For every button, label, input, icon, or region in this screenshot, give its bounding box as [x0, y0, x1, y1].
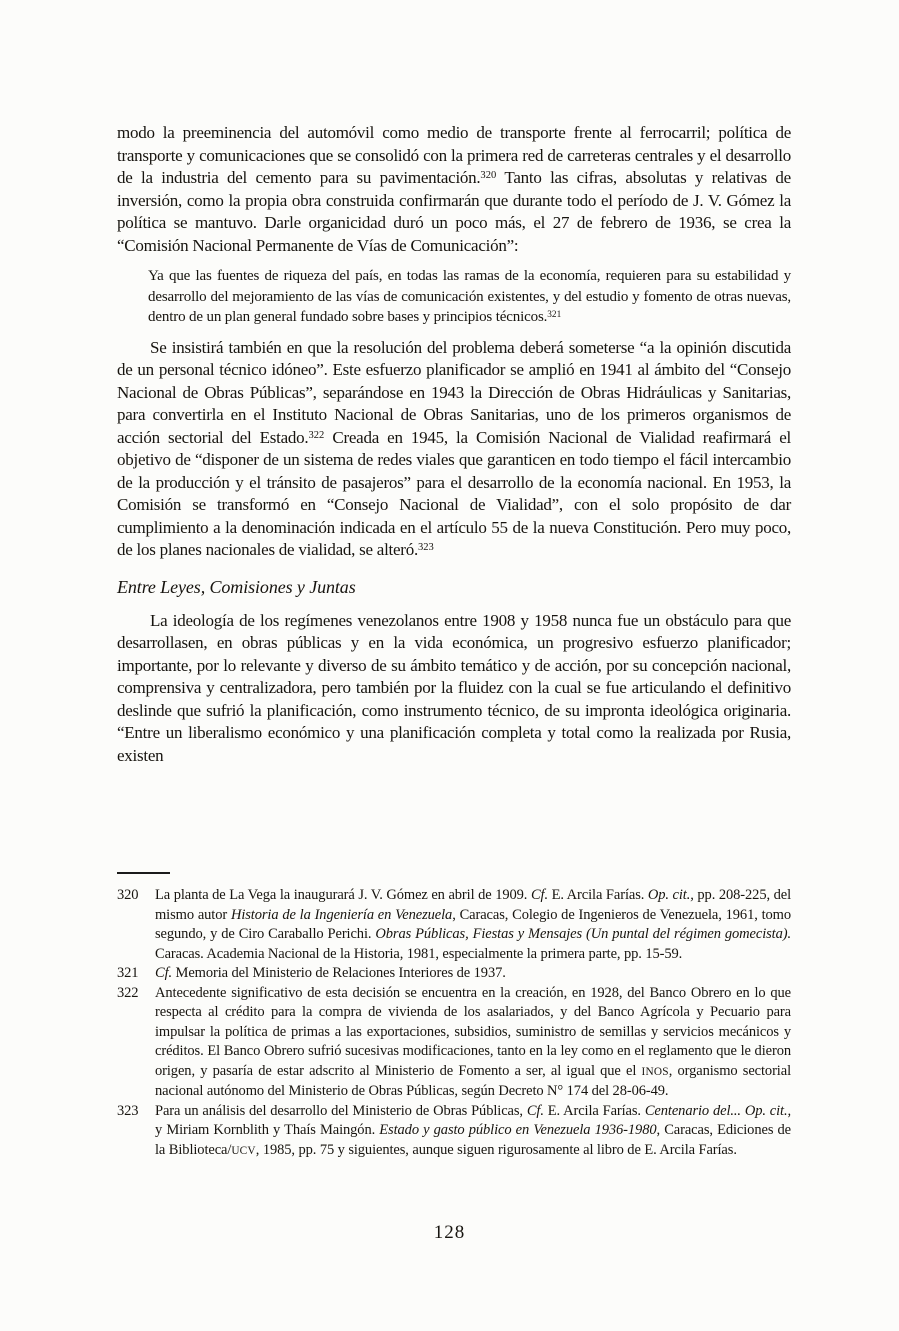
text-run: , 1985, pp. 75 y siguientes, aunque siguen rigurosamente al libro de E. Arcila Farías. — [255, 1141, 737, 1158]
italic-text: Estado y gasto público en Venezuela 1936-1980 — [379, 1122, 657, 1138]
smallcaps-text: UCV — [231, 1144, 256, 1157]
footnote-number: 321 — [117, 965, 139, 981]
footnote-text — [155, 886, 791, 964]
section-heading: Entre Leyes, Comisiones y Juntas — [117, 576, 356, 597]
blockquote-decree-text — [148, 266, 791, 328]
footnote-item — [117, 964, 791, 984]
footnote-number: 322 — [117, 984, 139, 1001]
footnote-item — [117, 984, 791, 1102]
footnote-ref: 322 — [308, 429, 325, 441]
footnote-list — [117, 886, 791, 1161]
footnote-number: 323 — [117, 1102, 139, 1119]
page-number: 128 — [433, 1222, 466, 1243]
text-run: Para un análisis del desarrollo del Ministerio de Obras Públicas, — [155, 1102, 527, 1119]
text-run: La planta de La Vega la inaugurará J. V. Gómez en abril de 1909. — [155, 887, 531, 903]
italic-text: Obras Públicas, Fiestas y Mensajes (Un puntal del régimen gomecista). — [375, 926, 791, 942]
text-run: y Miriam Kornblith y Thaís Maingón. — [155, 1122, 380, 1138]
footnote-text — [155, 1102, 791, 1162]
footnote-separator — [117, 872, 170, 874]
text-run: , Caracas, Colegio de Ingenieros de Venezuela, 1961, tomo segundo, y de Ciro Caraballo Perichi. — [155, 906, 792, 942]
text-run: Antecedente significativo de esta decisión se encuentra en la creación, en 1928, del Banco Obrero en lo que respecta al crédito para la compra de vivienda de los asalariados, y del Banco Agrícola y Pecuario para impulsar la política de primas a las exportaciones, subsidios, suministro de semillas y servicios mecánicos y créditos. El Banco Obrero sufrió sucesivas modificaciones, tanto en la ley como en el reglamento que le dieron origen, y pasaría de estar adscrito al Ministerio de Fomento a ser, al igual que el — [155, 984, 791, 1079]
text-run: E. Arcila Farías. — [547, 887, 648, 903]
italic-text: Cf. — [526, 1102, 544, 1119]
text-run: Creada en 1945, la Comisión Nacional de Vialidad reafirmará el objetivo de “disponer de un sistema de redes viales que garanticen en todo tiempo el fácil intercambio de la producción y el tránsito de pasajeros” para el desarrollo de la economía nacional. En 1953, la Comisión se transformó en “Consejo Nacional de Vialidad”, con el solo propósito de dar cumplimiento a la denominación indicada en el artículo 55 de la nueva Constitución. Pero muy poco, de los planes nacionales de vialidad, se alteró. — [117, 427, 791, 559]
footnote-ref: 320 — [480, 170, 497, 182]
footnote-number: 320 — [117, 887, 139, 903]
text-run: Ya que las fuentes de riqueza del país, en todas las ramas de la economía, requieren para su estabilidad y desarrollo del mejoramiento de las vías de comunicación existentes, y del estudio y fomento de otras nuevas, dentro de un plan general fundado sobre bases y principios técnicos. — [148, 268, 791, 325]
footnote-item — [117, 886, 791, 964]
italic-text: Historia de la Ingeniería en Venezuela — [230, 906, 453, 923]
italic-text: Centenario del... Op. cit., — [644, 1102, 791, 1119]
italic-text: Cf. — [155, 965, 173, 981]
italic-text: Cf. — [530, 887, 548, 903]
footnote-text — [155, 984, 791, 1102]
footnote-item — [117, 1102, 791, 1162]
text-run: , Caracas, Ediciones de la Biblioteca/ — [155, 1122, 792, 1158]
text-run: Tanto las cifras, absolutas y relativas de inversión, como la propia obra construida confirmarán que durante todo el período de J. V. Gómez la política se mantuvo. Darle organicidad duró un poco más, el 27 de febrero de 1936, se crea la “Comisión Nacional Permanente de Vías de Comunicación”: — [117, 168, 791, 255]
footnote-ref: 321 — [547, 309, 562, 320]
main-text-column — [117, 122, 791, 767]
footnote-ref: 323 — [417, 542, 434, 554]
text-run: E. Arcila Farías. — [543, 1102, 645, 1119]
paragraph-ideology — [117, 610, 791, 768]
text-run: pp. 208-225, del mismo autor — [155, 887, 792, 923]
text-run: Caracas. Academia Nacional de la Historia, 1981, especialmente la primera parte, pp. 15-59. — [155, 945, 683, 962]
text-run: Memoria del Ministerio de Relaciones Interiores de 1937. — [172, 965, 506, 981]
text-run: , organismo sectorial nacional autónomo del Ministerio de Obras Públicas, según Decreto N° 174 del 28-06-49. — [155, 1062, 791, 1099]
paragraph-transport-policy — [117, 122, 791, 257]
text-run: modo la preeminencia del automóvil como medio de transporte frente al ferrocarril; política de transporte y comunicaciones que se consolidó con la primera red de carreteras centrales y el desarrollo de la industria del cemento para su pavimentación. — [117, 123, 791, 187]
footnote-text — [155, 964, 791, 984]
smallcaps-text: INOS — [641, 1065, 669, 1078]
paragraph-planning-effort — [117, 337, 791, 562]
text-run: Se insistirá también en que la resolución del problema deberá someterse “a la opinión discutida de un personal técnico idóneo”. Este esfuerzo planificador se amplió en 1941 al ámbito del “Consejo Nacional de Obras Públicas”, separándose en 1943 la Dirección de Obras Hidráulicas y Sanitarias, para convertirla en el Instituto Nacional de Obras Sanitarias, uno de los primeros organismos de acción sectorial del Estado. — [117, 337, 791, 447]
italic-text: Op. cit., — [647, 887, 694, 903]
text-run: La ideología de los regímenes venezolanos entre 1908 y 1958 nunca fue un obstáculo para que desarrollasen, en obras públicas y en la vida económica, un progresivo esfuerzo planificador; importante, por lo relevante y diverso de su ámbito temático y de acción, por su concepción nacional, comprensiva y centralizadora, pero también por la fluidez con la cual se fue articulando el definitivo deslinde que sufrió la planificación, como instrumento técnico, de su impronta ideológica originaria. “Entre un liberalismo económico y una planificación completa y total como la realizada por Rusia, existen — [117, 610, 791, 765]
footnotes-section — [117, 872, 791, 1161]
